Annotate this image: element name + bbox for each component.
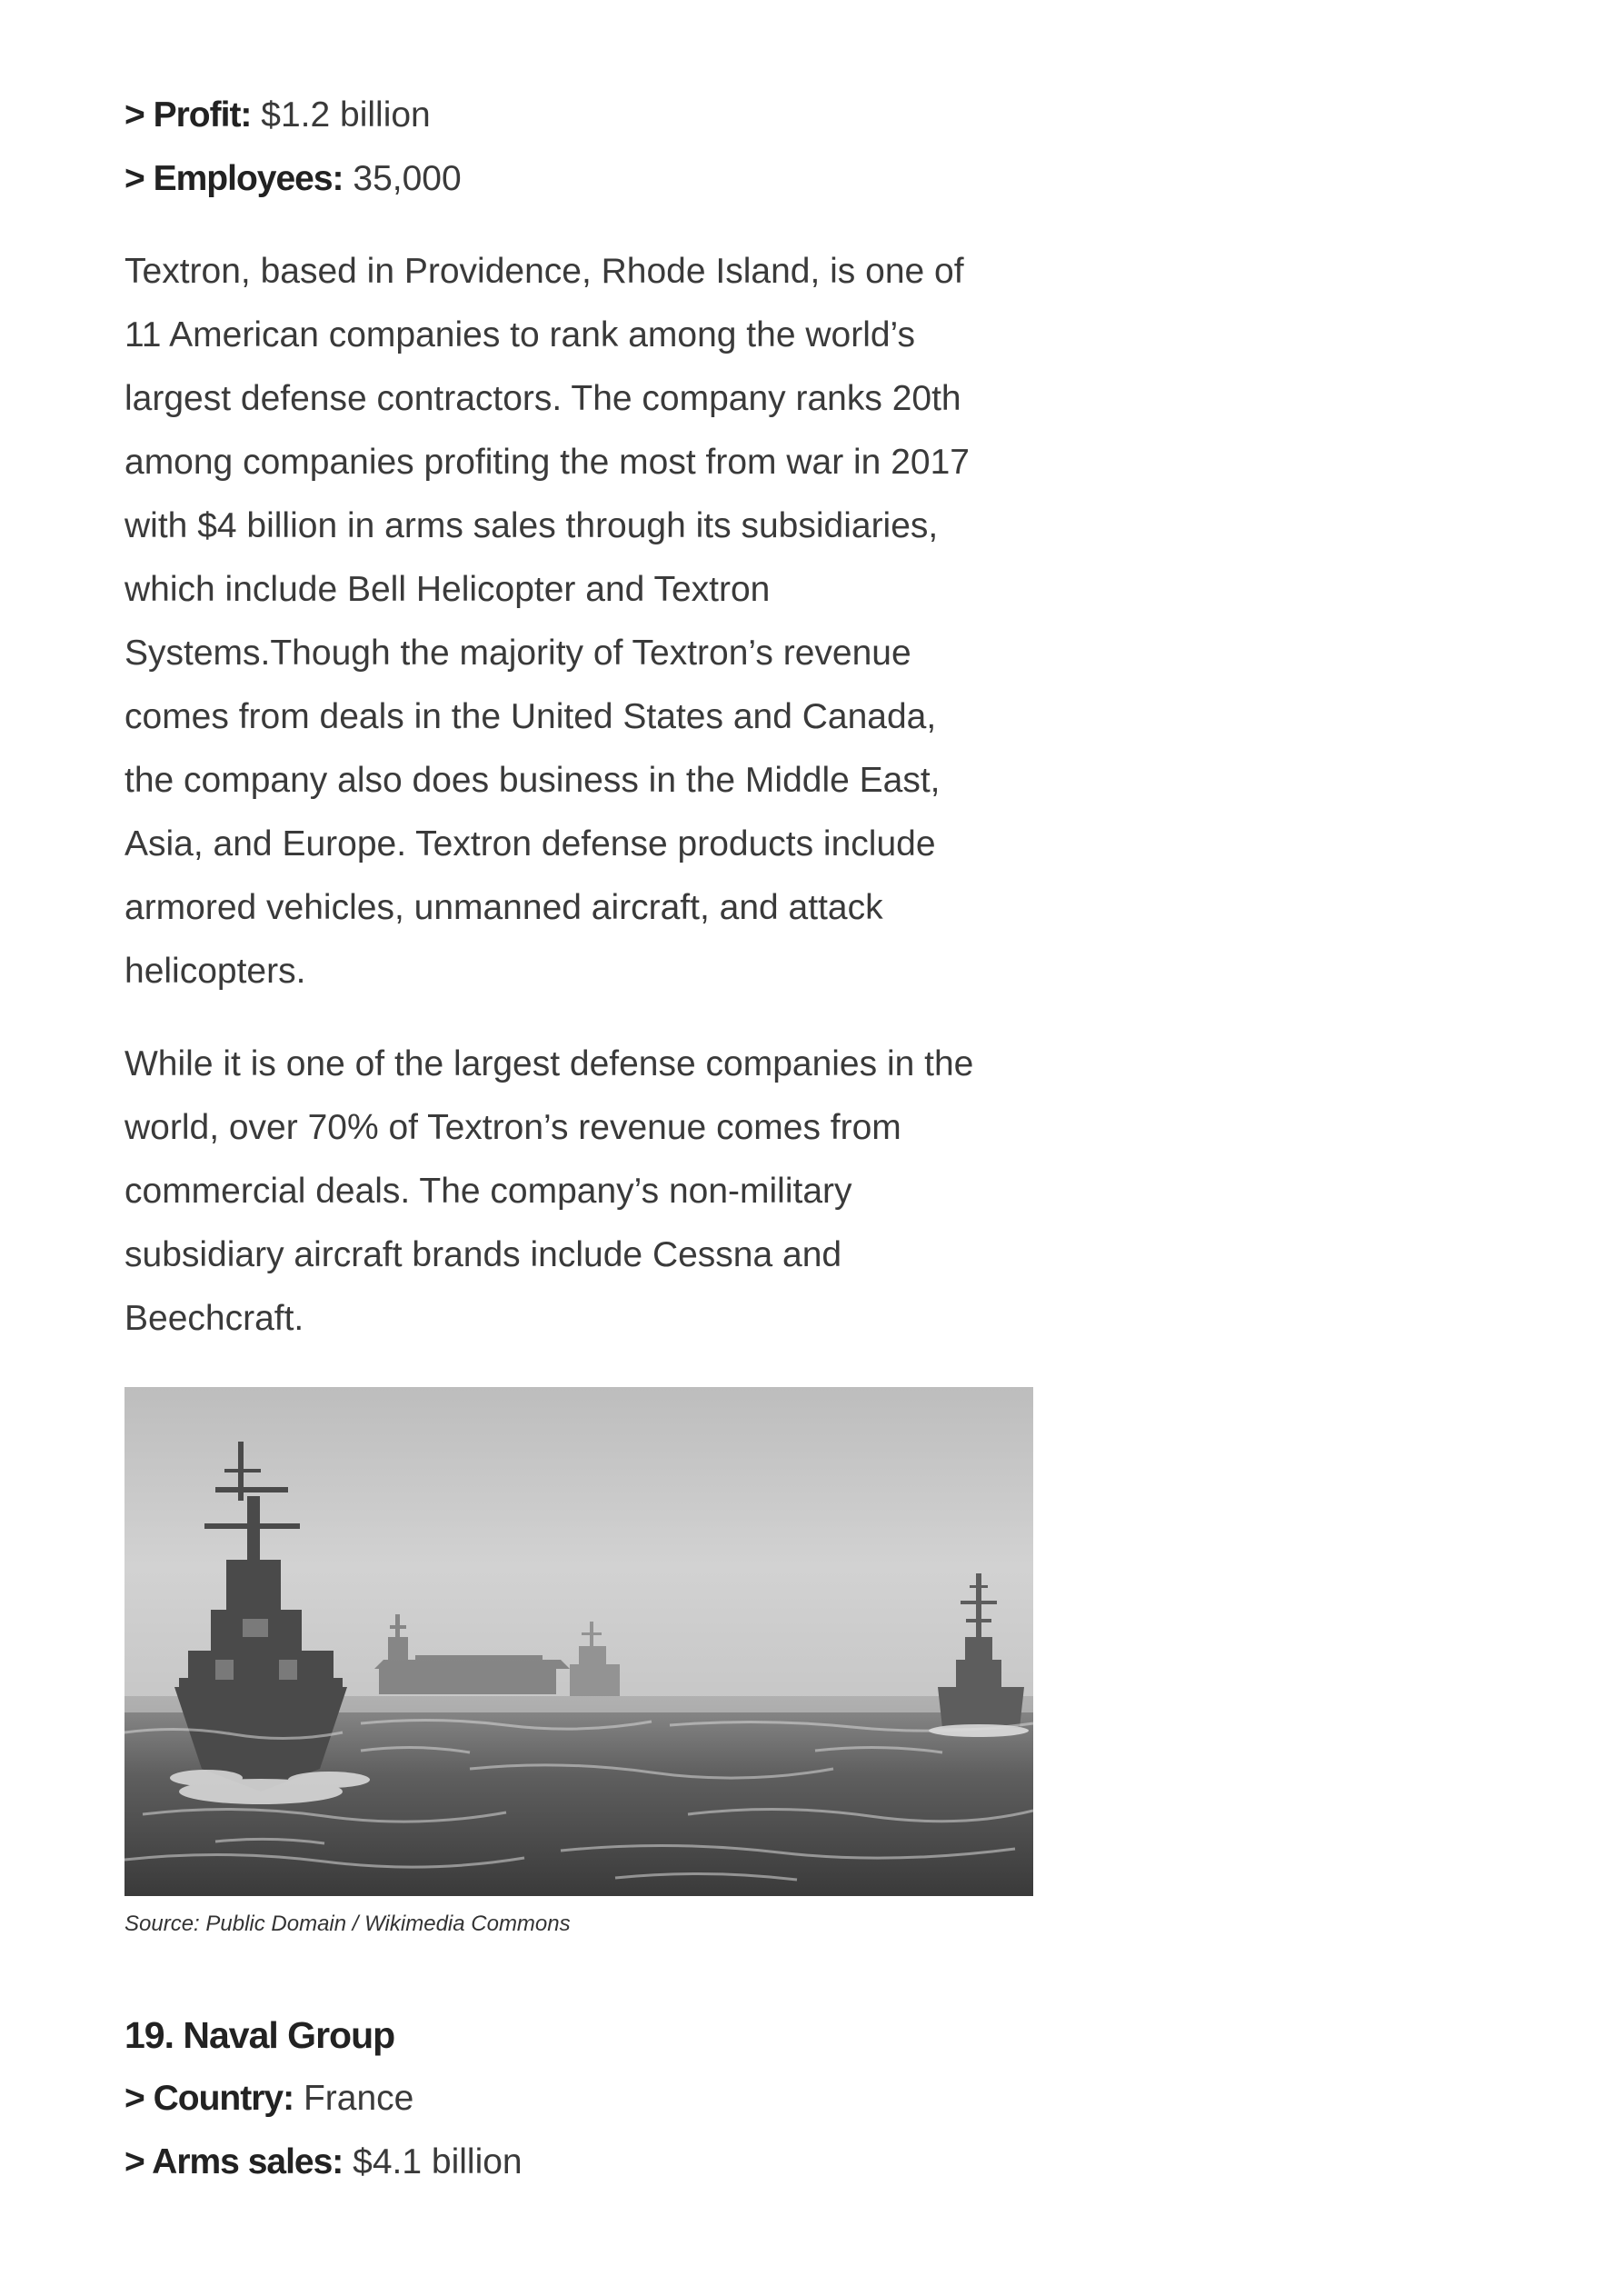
photo-caption: Source: Public Domain / Wikimedia Commons [124, 1912, 571, 1936]
paragraph-line: with $4 billion in arms sales through its subsidiaries, [124, 506, 939, 545]
stat-label: > Employees: [124, 159, 344, 198]
paragraph-line: Beechcraft. [124, 1299, 304, 1338]
paragraph-line: armored vehicles, unmanned aircraft, and attack [124, 888, 883, 927]
stat-arms-sales [124, 2131, 1033, 2194]
paragraph-line: which include Bell Helicopter and Textron [124, 570, 771, 609]
stat-label: > Country: [124, 2079, 294, 2118]
paragraph-line: world, over 70% of Textron’s revenue comes from [124, 1108, 901, 1147]
stat-value: $1.2 billion [261, 95, 431, 135]
article-body [124, 84, 1033, 2194]
warships-photo [124, 1387, 1033, 1896]
paragraph-line: among companies profiting the most from war in 2017 [124, 443, 970, 482]
paragraph-line: 11 American companies to rank among the world’s [124, 315, 916, 354]
paragraph-line: Asia, and Europe. Textron defense products include [124, 824, 936, 863]
paragraph-line: subsidiary aircraft brands include Cessna and [124, 1235, 842, 1274]
stat-label: > Profit: [124, 95, 252, 135]
paragraph-line: commercial deals. The company’s non-military [124, 1172, 852, 1211]
section-heading: 19. Naval Group [124, 2014, 395, 2056]
paragraph-line: helicopters. [124, 952, 306, 991]
stat-profit [124, 84, 1033, 147]
stat-country [124, 2067, 1033, 2131]
paragraph-line: While it is one of the largest defense companies in the [124, 1044, 974, 1083]
paragraph-textron-overview [124, 240, 1033, 1003]
stat-value: $4.1 billion [353, 2142, 523, 2181]
paragraph-line: largest defense contractors. The company ranks 20th [124, 379, 961, 418]
stat-value: 35,000 [353, 159, 462, 198]
stat-value: France [303, 2079, 414, 2118]
paragraph-line: Systems.Though the majority of Textron’s revenue [124, 634, 911, 673]
paragraph-line: comes from deals in the United States and Canada, [124, 697, 937, 736]
stat-label: > Arms sales: [124, 2142, 344, 2181]
paragraph-line: the company also does business in the Middle East, [124, 761, 941, 800]
paragraph-line: Textron, based in Providence, Rhode Island, is one of [124, 252, 964, 291]
paragraph-textron-commercial [124, 1033, 1033, 1351]
stat-employees [124, 147, 1033, 211]
